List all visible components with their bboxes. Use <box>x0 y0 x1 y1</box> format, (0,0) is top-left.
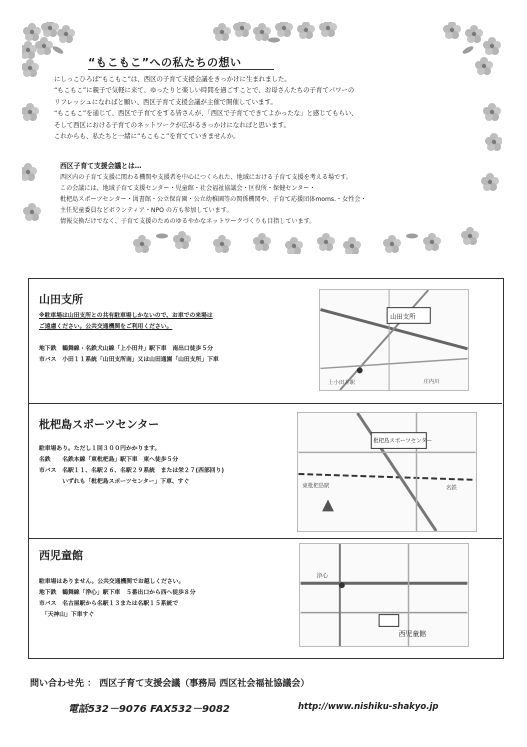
location-directions <box>39 577 196 621</box>
direction-line: ※駐車場は山田支所との共有駐車場しかないので、お車での来場は <box>39 313 213 319</box>
intro-line: そして西区における子育てのネットワークが広がるきっかけになればと思います。 <box>54 120 290 129</box>
direction-line: 市バス 名駅１１、名駅２６、名駅２９系統 または栄２７(西部回り) <box>39 468 225 474</box>
subsection-title: 西区子育て支援会議とは… <box>60 162 142 170</box>
title-underline <box>88 69 274 70</box>
location-name: 山田支所 <box>39 293 83 306</box>
location-name: 西児童館 <box>39 549 83 562</box>
subsection-line: 枇杷島スポーツセンター・図書館・公立保育園・公立幼稚園等の関係機関や、子育て応援団体moms.・女性会・ <box>60 196 367 203</box>
map-label: 名鉄 <box>446 485 457 492</box>
location-biwajima <box>29 404 502 539</box>
intro-section <box>22 22 502 254</box>
website-link[interactable]: http://www.nishiku-shakyo.jp <box>298 702 439 712</box>
map-label: 浄心 <box>316 573 329 580</box>
intro-body <box>54 74 484 142</box>
locations-panel <box>28 278 504 659</box>
direction-line: 地下鉄 鶴舞線・名鉄犬山線「上小田井」駅下車 南出口徒歩５分 <box>39 346 213 352</box>
direction-line: 「天神山」下車すぐ <box>39 612 95 618</box>
intro-line: これからも、私たちと一緒に“もこもこ”を育てていきませんか。 <box>54 132 240 141</box>
location-name: 枇杷島スポーツセンター <box>39 418 160 431</box>
intro-line: にしっこひろば“もこもこ”は、西区の子育て支援会議をきっかけに生まれました。 <box>54 75 291 83</box>
location-nishi-jidokan <box>29 539 502 658</box>
direction-line: いずれも「枇杷島スポーツセンター」下車、すぐ <box>39 479 190 485</box>
map-label: 山田支所 <box>390 312 416 321</box>
direction-line: 名鉄 名鉄本線「東枇杷島」駅下車 東へ徒歩５分 <box>39 457 179 463</box>
direction-line: 駐車場あり。ただし１回３００円かかります。 <box>39 446 161 452</box>
direction-line: 地下鉄 鶴舞線「浄心」駅下車 ５番出口から西へ徒歩８分 <box>39 590 196 596</box>
map-biwajima <box>297 412 477 532</box>
map-label: 西児童館 <box>398 630 427 639</box>
subsection-body <box>60 172 485 227</box>
intro-line: “もこもこ”に親子で気軽に来て、ゆったりと楽しい時間を過ごすことで、お母さんたちの子育てパワーの <box>54 86 355 95</box>
subsection-line: この会議には、地域子育て支援センター・児童館・社会福祉協議会・区役所・保健センター・ <box>60 185 316 192</box>
subsection-line: 情報交換だけでなく、子育て支援のためのゆるやかなネットワークづくりも目指しています。 <box>60 218 316 225</box>
map-label: 東枇杷島駅 <box>302 483 330 490</box>
contact-phone-fax: 電話532－9076 FAX532－9082 <box>68 704 230 715</box>
subsection-line: 西区内の子育て支援に関わる機関や支援者を中心につくられた、地域における子育て支援を考える場です。 <box>60 174 352 181</box>
direction-line: 市バス 名古屋駅から名駅１３または名駅１５系統で <box>39 601 179 607</box>
location-yamada <box>29 279 502 404</box>
intro-line: “もこもこ”を通じて、西区で子育てをする皆さんが、「西区で子育てできてよかったな」と感じてもらい、 <box>54 109 358 118</box>
intro-title: “もこもこ”への私たちの想い <box>88 56 242 69</box>
location-directions <box>39 311 219 366</box>
map-label: 庄内川 <box>423 379 440 386</box>
direction-line: 駐車場はありません。公共交通機関でお越しください。 <box>39 579 185 585</box>
location-directions <box>39 444 224 488</box>
direction-line: ご遠慮ください。公共交通機関をご利用ください。 <box>39 324 173 330</box>
map-label: 上小田井駅 <box>328 380 356 387</box>
subsection-line: 主任児童委員などボランティア・NPO の方も参加しています。 <box>60 207 233 214</box>
map-nishi-jidokan <box>299 543 469 647</box>
direction-line <box>39 333 219 344</box>
direction-line: 市バス 小田１１系統「山田支所南」又は山田通園「山田支所」下車 <box>39 357 219 363</box>
intro-line: リフレッシュになればと願い、西区子育て支援会議が主催で開催しています。 <box>54 97 277 106</box>
map-yamada <box>319 289 469 391</box>
contact-inquiry: 問い合わせ先 ： 西区子育て支援会議（事務局 西区社会福祉協議会） <box>30 679 310 689</box>
map-label: 枇杷島スポーツセンター <box>373 438 433 445</box>
